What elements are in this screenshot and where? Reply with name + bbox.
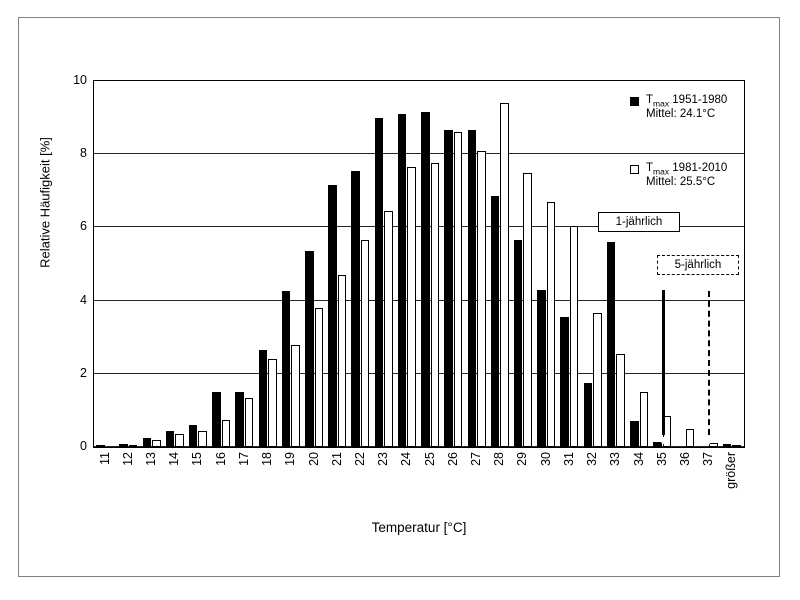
x-tick-label: 22 (352, 452, 367, 466)
bar (235, 392, 244, 447)
bar (282, 291, 291, 447)
bar (175, 434, 184, 447)
5-jaehrlich-marker (708, 291, 710, 435)
bar (468, 130, 477, 447)
bar (384, 211, 393, 447)
bar (198, 431, 207, 447)
legend-label-1981-2010: $T_{max}$ 1981-2010 (646, 162, 728, 177)
bar (119, 444, 128, 447)
bar-group (582, 81, 605, 447)
x-tick-label: 23 (376, 452, 391, 466)
bar (514, 240, 523, 447)
bar (375, 118, 384, 447)
x-tick-label: 24 (399, 452, 414, 466)
bar-group (326, 81, 349, 447)
x-tick-label: 12 (120, 452, 135, 466)
x-tick-label: 34 (631, 452, 646, 466)
bar-group (442, 81, 465, 447)
y-tick-label: 8 (80, 146, 87, 161)
x-tick-label: 11 (97, 452, 112, 465)
bar-group (210, 81, 233, 447)
bar (723, 444, 732, 447)
x-tick-label: 17 (236, 452, 251, 466)
x-axis-title: Temperatur [°C] (371, 520, 467, 535)
legend-mean-1981-2010: Mittel: 25.5°C (646, 176, 716, 188)
bar (477, 151, 486, 447)
bar (222, 420, 231, 447)
bar (245, 398, 254, 447)
bar (305, 251, 314, 447)
bar (421, 112, 430, 447)
x-tick-label: 20 (306, 452, 321, 466)
bar-group (489, 81, 512, 447)
bar-group (419, 81, 442, 447)
bar-group (396, 81, 419, 447)
x-tick-label: 36 (677, 452, 692, 466)
x-tick-label: 28 (492, 452, 507, 466)
bar (212, 392, 221, 447)
bar (491, 196, 500, 447)
y-tick-label: 2 (80, 365, 87, 380)
bar-group (512, 81, 535, 447)
bar-group (257, 81, 280, 447)
x-tick-label: 27 (469, 452, 484, 466)
bar (630, 421, 639, 447)
bar (593, 313, 602, 447)
bar (607, 242, 616, 447)
x-tick-label: 30 (538, 452, 553, 466)
bar (444, 130, 453, 447)
legend-swatch-hollow (630, 165, 639, 174)
1-jaehrlich-marker-arrowhead (658, 437, 668, 445)
bar (268, 359, 277, 447)
y-tick-label: 0 (80, 439, 87, 453)
bar-group (164, 81, 187, 447)
x-tick-label: 26 (445, 452, 460, 466)
bar-group (187, 81, 210, 447)
bar-group (280, 81, 303, 447)
legend-label-1951-1980: $T_{max}$ 1951-1980 (646, 94, 728, 109)
bar (291, 345, 300, 447)
bar (640, 392, 649, 447)
x-tick-label: 33 (608, 452, 623, 466)
x-tick-label: 14 (167, 452, 182, 466)
bar-group (303, 81, 326, 447)
y-axis-ticks (57, 73, 87, 453)
bar (398, 114, 407, 447)
bar (407, 167, 416, 447)
x-tick-label: 37 (701, 452, 716, 466)
bar-group (628, 81, 651, 447)
5-jaehrlich-marker-arrowhead (704, 437, 714, 445)
plot-area (93, 80, 745, 448)
x-tick-label: 31 (561, 452, 576, 466)
x-tick-label: 18 (260, 452, 275, 466)
bar (129, 445, 138, 447)
legend-swatch-solid (630, 97, 639, 106)
bar-group (233, 81, 256, 447)
x-tick-label: 21 (329, 452, 344, 466)
bar-group (349, 81, 372, 447)
bar (189, 425, 198, 447)
bar-group (94, 81, 117, 447)
bar (361, 240, 370, 447)
x-tick-label: 35 (654, 452, 669, 466)
bar (259, 350, 268, 447)
bar (570, 226, 579, 447)
bar (547, 202, 556, 447)
bar (143, 438, 152, 447)
bar-series-container (94, 81, 744, 447)
bar (523, 173, 532, 448)
bar (338, 275, 347, 447)
y-tick-label: 10 (73, 73, 87, 87)
bar (152, 440, 161, 447)
bar (328, 185, 337, 447)
bar (537, 290, 546, 447)
y-tick-label: 6 (80, 219, 87, 234)
bar (732, 445, 741, 447)
bar (560, 317, 569, 447)
bar-group (373, 81, 396, 447)
x-tick-label: 19 (283, 452, 298, 466)
bar (454, 132, 463, 447)
x-tick-label: 16 (213, 452, 228, 466)
bar (351, 171, 360, 447)
bar (616, 354, 625, 447)
bar (686, 429, 695, 447)
bar-group (558, 81, 581, 447)
annotation-1-jaehrlich: 1-jährlich (598, 212, 680, 232)
x-tick-label: 13 (144, 452, 159, 466)
bar-group (140, 81, 163, 447)
bar-group (117, 81, 140, 447)
x-tick-label: 29 (515, 452, 530, 466)
bar (96, 445, 105, 447)
bar (166, 431, 175, 447)
x-tick-label: 25 (422, 452, 437, 466)
bar (584, 383, 593, 447)
annotation-5-jaehrlich: 5-jährlich (657, 255, 739, 275)
bar-group (535, 81, 558, 447)
x-tick-label: 32 (585, 452, 600, 466)
y-axis-title: Relative Häufigkeit [%] (37, 137, 53, 268)
x-tick-label: größer (724, 452, 739, 489)
legend-mean-1951-1980: Mittel: 24.1°C (646, 108, 716, 120)
bar-group (605, 81, 628, 447)
x-axis-ticks (93, 452, 745, 512)
y-tick-label: 4 (80, 292, 87, 307)
1-jaehrlich-marker (662, 290, 665, 435)
bar (315, 308, 324, 447)
bar (500, 103, 509, 447)
bar-group (465, 81, 488, 447)
bar (431, 163, 440, 447)
x-tick-label: 15 (190, 452, 205, 466)
